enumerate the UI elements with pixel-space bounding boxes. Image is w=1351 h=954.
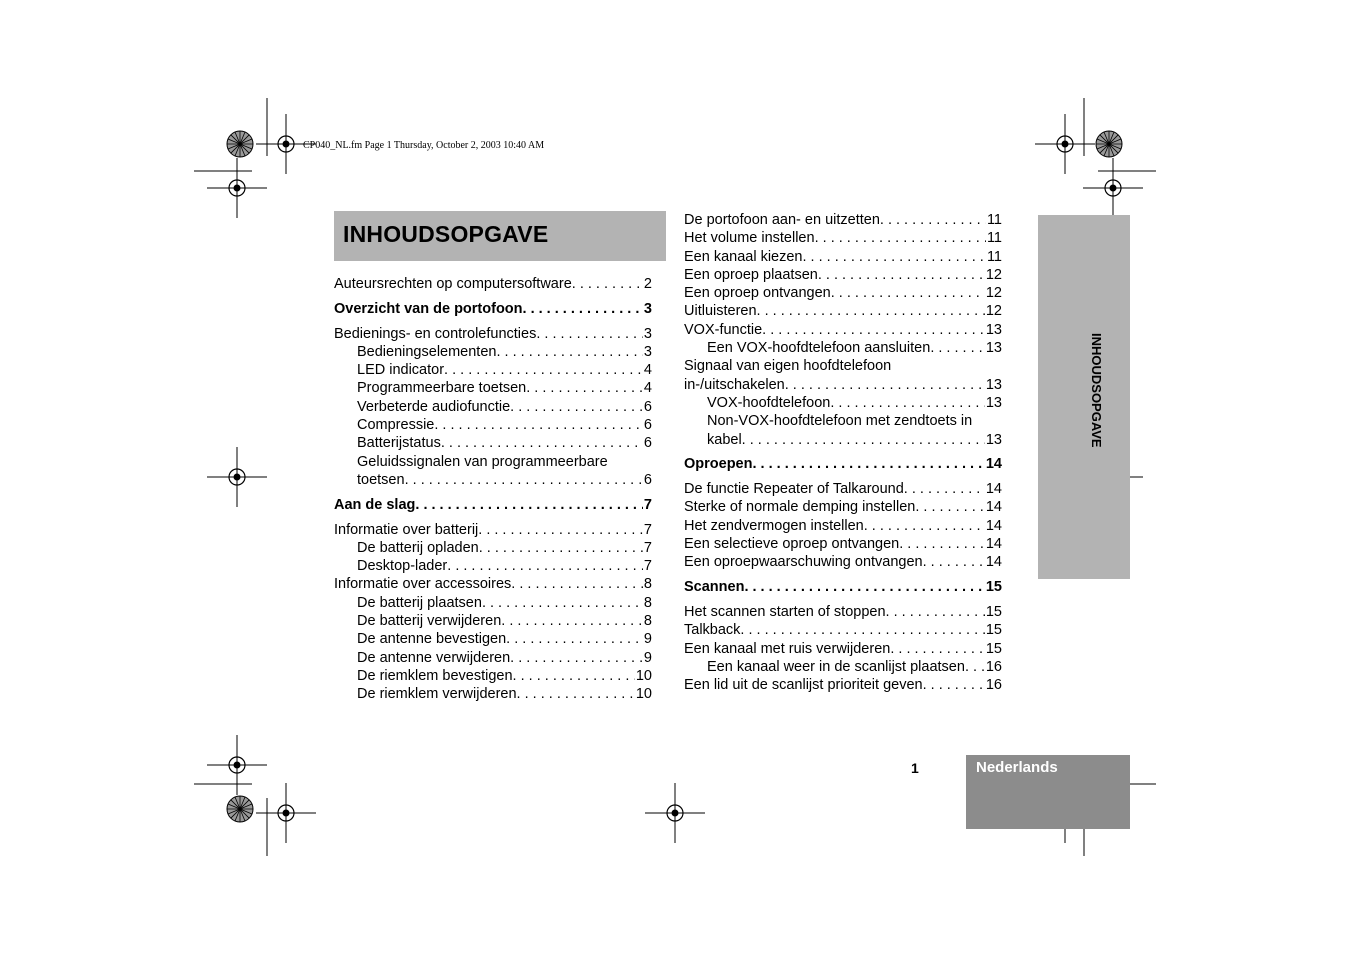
toc-entry[interactable] [334,343,652,361]
toc-entry[interactable] [334,434,652,452]
toc-entry-page: 10 [635,686,652,703]
toc-entry-page: 6 [643,471,652,488]
toc-entry-page: 8 [643,613,652,630]
toc-entry-page: 15 [985,579,1002,596]
toc-entry[interactable] [684,394,1002,412]
toc-entry[interactable] [334,539,652,557]
toc-entry-text: Batterijstatus [357,435,441,452]
toc-entry-text: Geluidssignalen van programmeerbare [357,453,608,470]
toc-entry-page: 11 [986,248,1002,265]
toc-entry-text: De batterij verwijderen [357,613,502,630]
toc-entry[interactable] [684,658,1002,676]
toc-entry-text: Overzicht van de portofoon [334,300,523,317]
dot-leader [923,676,985,694]
toc-entry-page: 13 [985,340,1002,357]
toc-entry-page: 10 [635,667,652,684]
toc-entry-page: 3 [643,343,652,360]
dot-leader [864,517,985,535]
toc-entry-page: 8 [643,576,652,593]
dot-leader [762,321,985,339]
toc-entry[interactable] [334,557,652,575]
dot-leader [513,667,635,685]
toc-entry[interactable] [684,676,1002,694]
page-header: CP040_NL.fm Page 1 Thursday, October 2, 2003 10:40 AM [303,140,545,151]
toc-entry-page: 14 [985,517,1002,534]
toc-entry[interactable] [334,398,652,416]
dot-leader [434,416,643,434]
toc-entry-page: 4 [643,380,652,397]
dot-leader [818,266,985,284]
toc-entry-text: De batterij opladen [357,539,479,556]
toc-entry-text: Een oproep plaatsen [684,266,818,283]
toc-entry-page: 15 [985,603,1002,620]
language-label: Nederlands [976,759,1058,776]
dot-leader [742,431,985,449]
toc-entry-page: 8 [643,594,652,611]
toc-entry-page: 3 [643,300,652,317]
toc-entry[interactable] [334,594,652,612]
toc-entry[interactable] [334,416,652,434]
toc-entry-text: VOX-hoofdtelefoon [707,394,831,411]
toc-entry-page: 16 [985,677,1002,694]
dot-leader [880,211,986,229]
dot-leader [405,471,643,489]
toc-entry-page: 7 [643,539,652,556]
toc-entry-text: De functie Repeater of Talkaround [684,481,904,498]
toc-entry-page: 12 [985,285,1002,302]
dot-leader [815,229,986,247]
toc-entry-page: 7 [643,558,652,575]
toc-entry[interactable] [334,649,652,667]
toc-entry-text: De riemklem bevestigen [357,667,513,684]
toc-entry[interactable] [684,266,1002,284]
toc-entry-page: 9 [643,649,652,666]
toc-entry-page: 16 [985,658,1002,675]
dot-leader [526,379,643,397]
toc-entry-page: 13 [985,394,1002,411]
dot-leader [752,455,984,473]
toc-entry[interactable] [684,621,1002,639]
toc-entry-page: 14 [985,481,1002,498]
dot-leader [830,394,985,412]
dot-leader [511,575,643,593]
toc-entry[interactable] [684,357,1002,375]
toc-entry[interactable] [684,640,1002,658]
toc-entry[interactable] [684,321,1002,339]
toc-entry[interactable] [684,498,1002,516]
dot-leader [740,621,984,639]
toc-entry[interactable] [334,521,652,539]
toc-entry[interactable] [684,339,1002,357]
dot-leader [904,480,985,498]
dot-leader [496,343,642,361]
toc-entry-text: Non-VOX-hoofdtelefoon met zendtoets in [707,413,973,430]
toc-entry[interactable] [334,612,652,630]
dot-leader [510,649,643,667]
dot-leader [441,434,643,452]
toc-entry-text: Talkback [684,622,741,639]
toc-entry-page: 14 [985,499,1002,516]
toc-entry-page: 14 [985,554,1002,571]
dot-leader [447,557,643,575]
toc-entry-text: Een lid uit de scanlijst prioriteit geven [684,677,923,694]
toc-entry-page: 11 [986,230,1002,247]
toc-entry[interactable] [684,211,1002,229]
toc-entry-text: De portofoon aan- en uitzetten [684,212,880,228]
toc-entry-text: Desktop-lader [357,558,448,575]
toc-entry[interactable] [334,453,652,471]
toc-entry-text: Informatie over batterij [334,521,479,538]
toc-entry-page: 14 [985,456,1002,473]
toc-entry[interactable] [684,284,1002,302]
toc-entry-text: Een kanaal weer in de scanlijst plaatsen [707,658,965,675]
toc-entry[interactable] [684,480,1002,498]
toc-entry[interactable] [684,302,1002,320]
toc-entry-text: Informatie over accessoires [334,576,512,593]
toc-entry[interactable] [334,275,652,293]
dot-leader [923,553,985,571]
toc-entry-page: 15 [985,622,1002,639]
dot-leader [501,612,643,630]
toc-entry-page: 13 [985,376,1002,393]
dot-leader [510,398,643,416]
dot-leader [444,361,643,379]
toc-entry-page: 7 [643,496,652,513]
toc-entry[interactable] [684,229,1002,247]
toc-entry-text: kabel [707,431,742,448]
toc-entry-text: VOX-functie [684,321,763,338]
toc-entry-text: De antenne verwijderen [357,649,511,666]
toc-column-right [684,211,1002,694]
toc-entry[interactable] [334,496,652,514]
toc-entry-page: 7 [643,521,652,538]
dot-leader [482,594,643,612]
toc-entry-page: 15 [985,640,1002,657]
toc-entry[interactable] [334,685,652,703]
toc-entry[interactable] [684,248,1002,266]
toc-entry-text: Het scannen starten of stoppen [684,603,886,620]
toc-entry-text: Een oproep ontvangen [684,285,831,302]
toc-entry-text: Verbeterde audiofunctie [357,398,511,415]
toc-entry-page: 12 [985,266,1002,283]
toc-entry-text: Programmeerbare toetsen [357,380,527,397]
toc-entry-text: Auteursrechten op computersoftware [334,276,572,292]
toc-entry-text: De antenne bevestigen [357,631,507,648]
side-tab-label: INHOUDSOPGAVE [1089,333,1104,448]
toc-entry-text: Een VOX-hoofdtelefoon aansluiten [707,340,931,357]
dot-leader [572,275,643,293]
toc-entry[interactable] [684,376,1002,394]
toc-entry-text: Uitluisteren [684,303,757,320]
toc-entry-text: Het volume instellen [684,230,815,247]
toc-entry-page: 6 [643,398,652,415]
toc-entry-text: De batterij plaatsen [357,594,482,611]
dot-leader [915,498,985,516]
dot-leader [523,300,643,318]
toc-entry-text: Een kanaal met ruis verwijderen [684,640,891,657]
toc-entry-text: LED indicator [357,362,445,379]
toc-entry-page: 2 [643,276,652,292]
toc-entry[interactable] [684,553,1002,571]
toc-entry-text: Een kanaal kiezen [684,248,803,265]
toc-entry-text: Bedieningselementen [357,343,497,360]
dot-leader [930,339,985,357]
toc-entry[interactable] [334,379,652,397]
dot-leader [415,496,643,514]
toc-column-left [334,275,652,704]
toc-entry-text: in-/uitschakelen [684,376,785,393]
dot-leader [886,603,985,621]
toc-entry-page: 9 [643,631,652,648]
toc-entry-page: 12 [985,303,1002,320]
side-tab [1038,215,1130,579]
toc-entry[interactable] [334,471,652,489]
toc-entry[interactable] [684,412,1002,430]
toc-entry[interactable] [334,630,652,648]
toc-entry[interactable] [684,603,1002,621]
dot-leader [478,521,643,539]
toc-entry-text: De riemklem verwijderen [357,686,517,703]
toc-entry-text: Compressie [357,417,435,434]
toc-entry[interactable] [684,517,1002,535]
toc-entry-page: 6 [643,417,652,434]
toc-entry[interactable] [334,300,652,318]
toc-entry[interactable] [334,325,652,343]
toc-entry[interactable] [334,575,652,593]
toc-entry-text: Een oproepwaarschuwing ontvangen [684,554,923,571]
toc-entry-text: Oproepen [684,456,753,473]
toc-entry-page: 3 [643,325,652,342]
dot-leader [517,685,635,703]
toc-entry[interactable] [684,431,1002,449]
language-tab [966,755,1130,829]
toc-entry-page: 11 [986,212,1002,228]
dot-leader [890,640,985,658]
dot-leader [899,535,985,553]
toc-entry-text: toetsen [357,471,405,488]
toc-entry-text: Aan de slag [334,496,416,513]
dot-leader [536,325,643,343]
toc-entry-text: Het zendvermogen instellen [684,517,864,534]
dot-leader [965,658,985,676]
toc-entry[interactable] [334,361,652,379]
toc-entry-page: 13 [985,431,1002,448]
page-number: 1 [911,760,919,776]
dot-leader [785,376,985,394]
toc-entry-text: Signaal van eigen hoofdtelefoon [684,358,892,375]
dot-leader [831,284,985,302]
dot-leader [506,630,643,648]
toc-entry-text: Een selectieve oproep ontvangen [684,536,900,553]
toc-entry-text: Scannen [684,579,745,596]
dot-leader [744,578,984,596]
dot-leader [757,302,985,320]
toc-entry-page: 14 [985,536,1002,553]
page-title: INHOUDSOPGAVE [343,221,549,247]
toc-entry-page: 13 [985,321,1002,338]
toc-entry-text: Sterke of normale demping instellen [684,499,916,516]
toc-entry[interactable] [684,535,1002,553]
toc-entry[interactable] [334,667,652,685]
dot-leader [479,539,643,557]
toc-entry-page: 6 [643,435,652,452]
dot-leader [803,248,986,266]
toc-entry[interactable] [684,578,1002,596]
title-banner [334,211,666,261]
toc-entry[interactable] [684,455,1002,473]
toc-entry-page: 4 [643,362,652,379]
toc-entry-text: Bedienings- en controlefuncties [334,325,537,342]
